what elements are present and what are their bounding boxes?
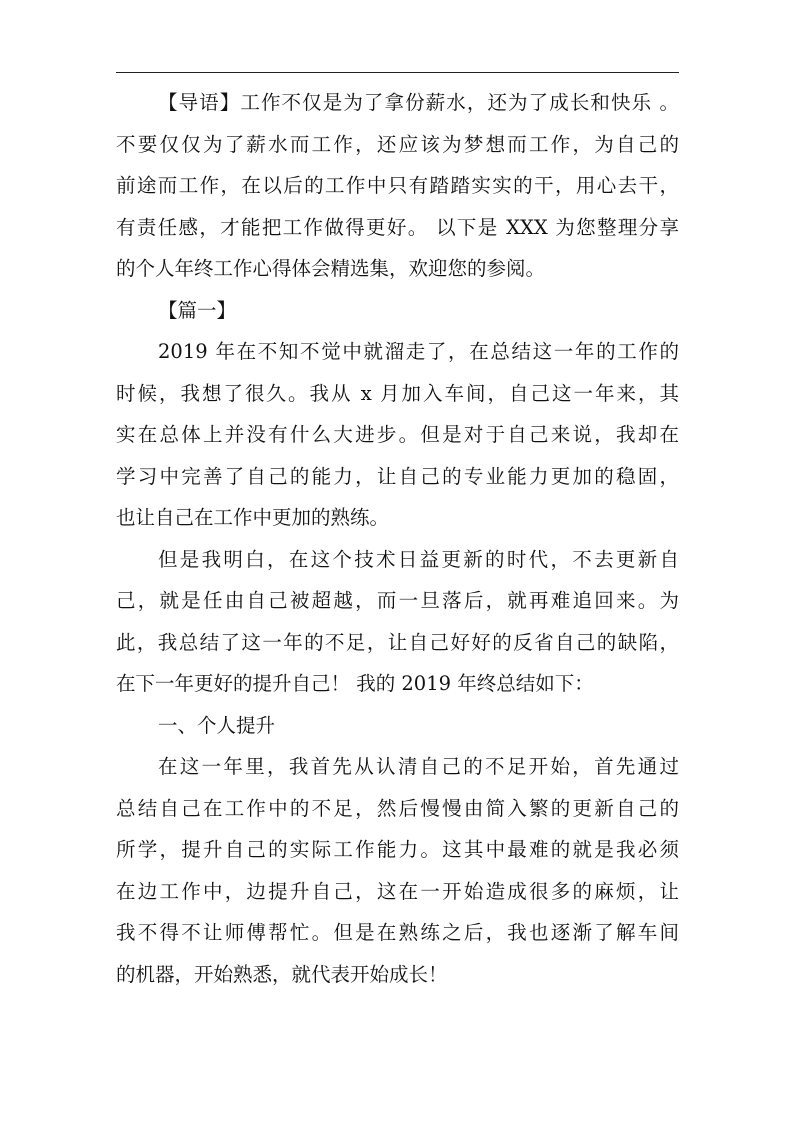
paragraph-line: 在边工作中，边提升自己，这在一开始造成很多的麻烦，让 [116, 879, 679, 903]
document-body [116, 82, 679, 995]
paragraph-line: 在这一年里，我首先从认清自己的不足开始，首先通过 [158, 755, 679, 778]
paragraph-line: 我不得不让师傅帮忙。但是在熟练之后，我也逐渐了解车间 [116, 921, 679, 944]
paragraph-line: 时候，我想了很久。我从 x 月加入车间，自己这一年来，其 [116, 381, 679, 405]
paragraph-3 [116, 746, 679, 995]
subheading: 一、个人提升 [158, 713, 276, 737]
intro-line: 的个人年终工作心得体会精选集，欢迎您的参阅。 [116, 257, 546, 280]
header-rule [116, 72, 679, 73]
paragraph-line: 总结自己在工作中的不足，然后慢慢由简入繁的更新自己的 [116, 796, 679, 820]
paragraph-line: 在下一年更好的提升自己！ 我的 2019 年终总结如下： [116, 672, 594, 695]
paragraph-line: 己，就是任由自己被超越，而一旦落后，就再难追回来。为 [116, 589, 679, 612]
paragraph-line: 实在总体上并没有什么大进步。但是对于自己来说，我却在 [116, 423, 679, 446]
paragraph-line: 但是我明白，在这个技术日益更新的时代，不去更新自 [158, 547, 679, 571]
paragraph-line: 2019 年在不知不觉中就溜走了，在总结这一年的工作的 [158, 340, 679, 363]
paragraph-line: 所学，提升自己的实际工作能力。这其中最难的就是我必须 [116, 838, 679, 861]
paragraph-line: 学习中完善了自己的能力，让自己的专业能力更加的稳固， [116, 464, 679, 488]
intro-line: 前途而工作，在以后的工作中只有踏踏实实的干，用心去干， [116, 174, 679, 197]
section-heading: 【篇一】 [158, 298, 237, 322]
intro-line: 不要仅仅为了薪水而工作，还应该为梦想而工作，为自己的 [116, 132, 679, 156]
paragraph-line: 也让自己在工作中更加的熟练。 [116, 506, 390, 529]
intro-paragraph [116, 82, 679, 290]
intro-line: 有责任感，才能把工作做得更好。 以下是 XXX 为您整理分享 [116, 215, 679, 239]
paragraph-line: 此，我总结了这一年的不足，让自己好好的反省自己的缺陷， [116, 630, 679, 654]
intro-line: 【导语】工作不仅是为了拿份薪水，还为了成长和快乐 。 [158, 91, 679, 114]
paragraph-2 [116, 539, 679, 705]
paragraph-line: 的机器，开始熟悉，就代表开始成长！ [116, 962, 448, 986]
paragraph-1 [116, 331, 679, 539]
